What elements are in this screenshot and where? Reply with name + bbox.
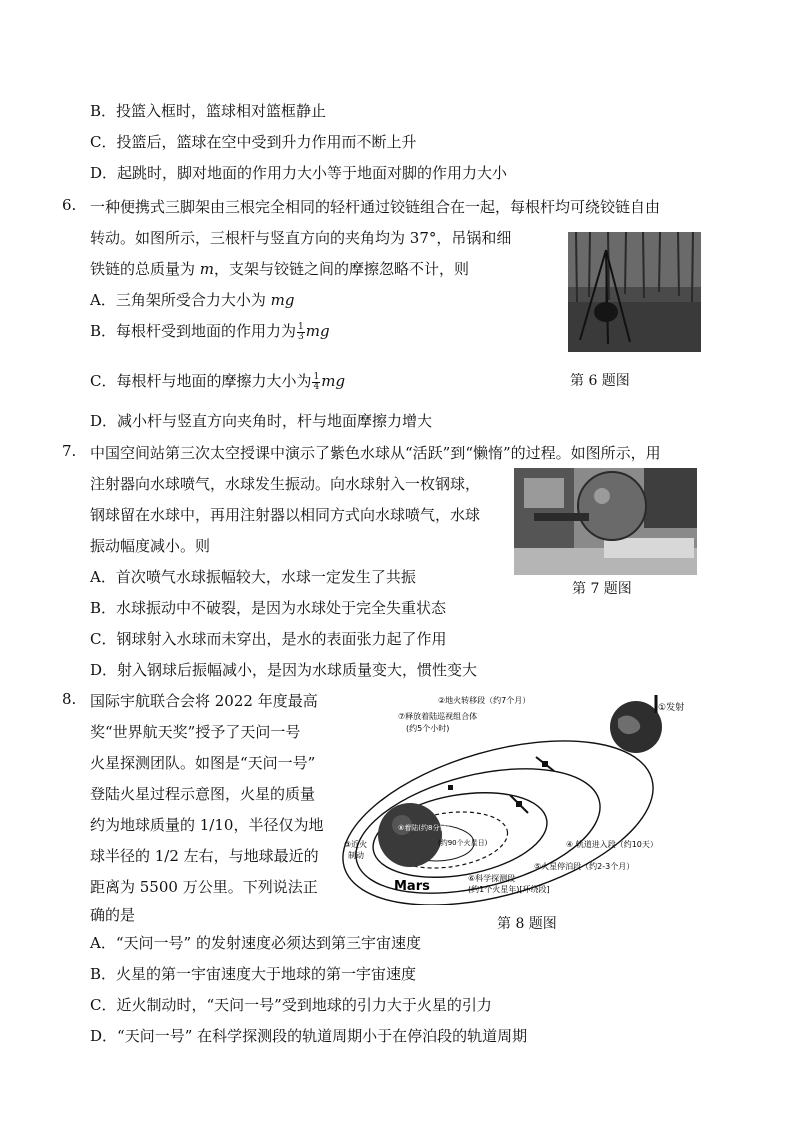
q6-stem-line-2: 转动。如图所示，三根杆与竖直方向的夹角均为 37°，吊锅和细 [90, 229, 512, 247]
svg-text:②地火转移段（约7个月）: ②地火转移段（约7个月） [438, 696, 531, 705]
q8-option-c: C．近火制动时，“天问一号”受到地球的引力大于火星的引力 [90, 996, 492, 1014]
q8-option-d: D．“天问一号” 在科学探测段的轨道周期小于在停泊段的轨道周期 [90, 1027, 528, 1045]
svg-text:⑤火星停泊段（约2-3个月）: ⑤火星停泊段（约2-3个月） [534, 862, 635, 871]
q7-option-d: D．射入钢球后振幅减小，是因为水球质量变大，惯性变大 [90, 661, 478, 679]
svg-text:(约90个火星日): (约90个火星日) [438, 839, 488, 847]
q6-stem-line-1: 一种便携式三脚架由三根完全相同的轻杆通过铰链组合在一起，每根杆均可绕铰链自由 [90, 198, 661, 216]
q7-number: 7. [62, 442, 77, 460]
svg-text:制动: 制动 [348, 851, 364, 860]
q5-option-b: B．投篮入框时，篮球相对篮框静止 [90, 102, 327, 120]
spacecraft-icon [448, 757, 554, 813]
svg-text:③近火: ③近火 [344, 840, 368, 849]
q7-caption: 第 7 题图 [572, 581, 632, 597]
q8-diagram-tianwen [338, 685, 710, 905]
q6-option-c: C．每根杆与地面的摩擦力大小为 $\frac{1}{4}$ mg [90, 371, 346, 392]
q8-number: 8. [62, 690, 77, 708]
svg-text:⑧着陆(约8分钟): ⑧着陆(约8分钟) [398, 824, 450, 832]
svg-text:①发射: ①发射 [658, 703, 685, 713]
q8-stem-line: 国际宇航联合会将 2022 年度最高 [90, 692, 318, 710]
q5-option-d: D．起跳时，脚对地面的作用力大小等于地面对脚的作用力大小 [90, 164, 508, 182]
svg-text:⑥科学探测段: ⑥科学探测段 [468, 874, 516, 883]
q5-option-c: C．投篮后，篮球在空中受到升力作用而不断上升 [90, 133, 417, 151]
q6-photo-tripod [568, 232, 701, 352]
q8-stem-line: 约为地球质量的 1/10，半径仅为地 [90, 816, 324, 834]
q7-photo-water-ball [514, 468, 697, 575]
q7-option-b: B．水球振动中不破裂，是因为水球处于完全失重状态 [90, 599, 447, 617]
q6-option-d: D．减小杆与竖直方向夹角时，杆与地面摩擦力增大 [90, 412, 433, 430]
svg-text:(约5个小时): (约5个小时) [406, 724, 450, 733]
q7-stem-line-2: 注射器向水球喷气，水球发生振动。向水球射入一枚钢球， [90, 475, 481, 493]
q6-stem-line-3: 铁链的总质量为 m，支架与铰链之间的摩擦忽略不计，则 [90, 260, 470, 278]
svg-text:④ 轨道进入段（约10天）: ④ 轨道进入段（约10天） [566, 840, 658, 849]
q6-option-a: A．三角架所受合力大小为 mg [90, 291, 295, 309]
q6-option-b: B．每根杆受到地面的作用力为 $\frac{1}{3}$ mg [90, 321, 330, 342]
q8-stem-line: 登陆火星过程示意图，火星的质量 [90, 785, 316, 803]
q8-stem-line: 距离为 5500 万公里。下列说法正 [90, 878, 318, 896]
q6-caption: 第 6 题图 [570, 373, 630, 389]
mars-icon [378, 803, 442, 867]
svg-text:(约1个火星年)[环绕段]: (约1个火星年)[环绕段] [468, 885, 550, 894]
q8-stem-line: 球半径的 1/2 左右，与地球最近的 [90, 847, 319, 865]
q8-option-a: A．“天问一号” 的发射速度必须达到第三宇宙速度 [90, 934, 421, 952]
q8-stem-line: 火星探测团队。如图是“天问一号” [90, 754, 316, 772]
q7-option-c: C．钢球射入水球而未穿出，是水的表面张力起了作用 [90, 630, 447, 648]
q7-stem-line-4: 振动幅度减小。则 [90, 537, 211, 555]
q8-option-b: B．火星的第一宇宙速度大于地球的第一宇宙速度 [90, 965, 417, 983]
q8-stem-line: 奖“世界航天奖”授予了天问一号 [90, 723, 301, 741]
q7-stem-line-3: 钢球留在水球中，再用注射器以相同方式向水球喷气，水球 [90, 506, 481, 524]
q7-option-a: A．首次喷气水球振幅较大，水球一定发生了共振 [90, 568, 416, 586]
svg-text:⑦释放着陆巡视组合体: ⑦释放着陆巡视组合体 [398, 712, 478, 721]
svg-text:Mars: Mars [394, 879, 430, 894]
q8-stem-line: 确的是 [90, 906, 136, 924]
q8-caption: 第 8 题图 [497, 916, 557, 932]
q7-stem-line-1: 中国空间站第三次太空授课中演示了紫色水球从“活跃”到“懒惰”的过程。如图所示，用 [90, 444, 661, 462]
q6-number: 6. [62, 196, 77, 214]
